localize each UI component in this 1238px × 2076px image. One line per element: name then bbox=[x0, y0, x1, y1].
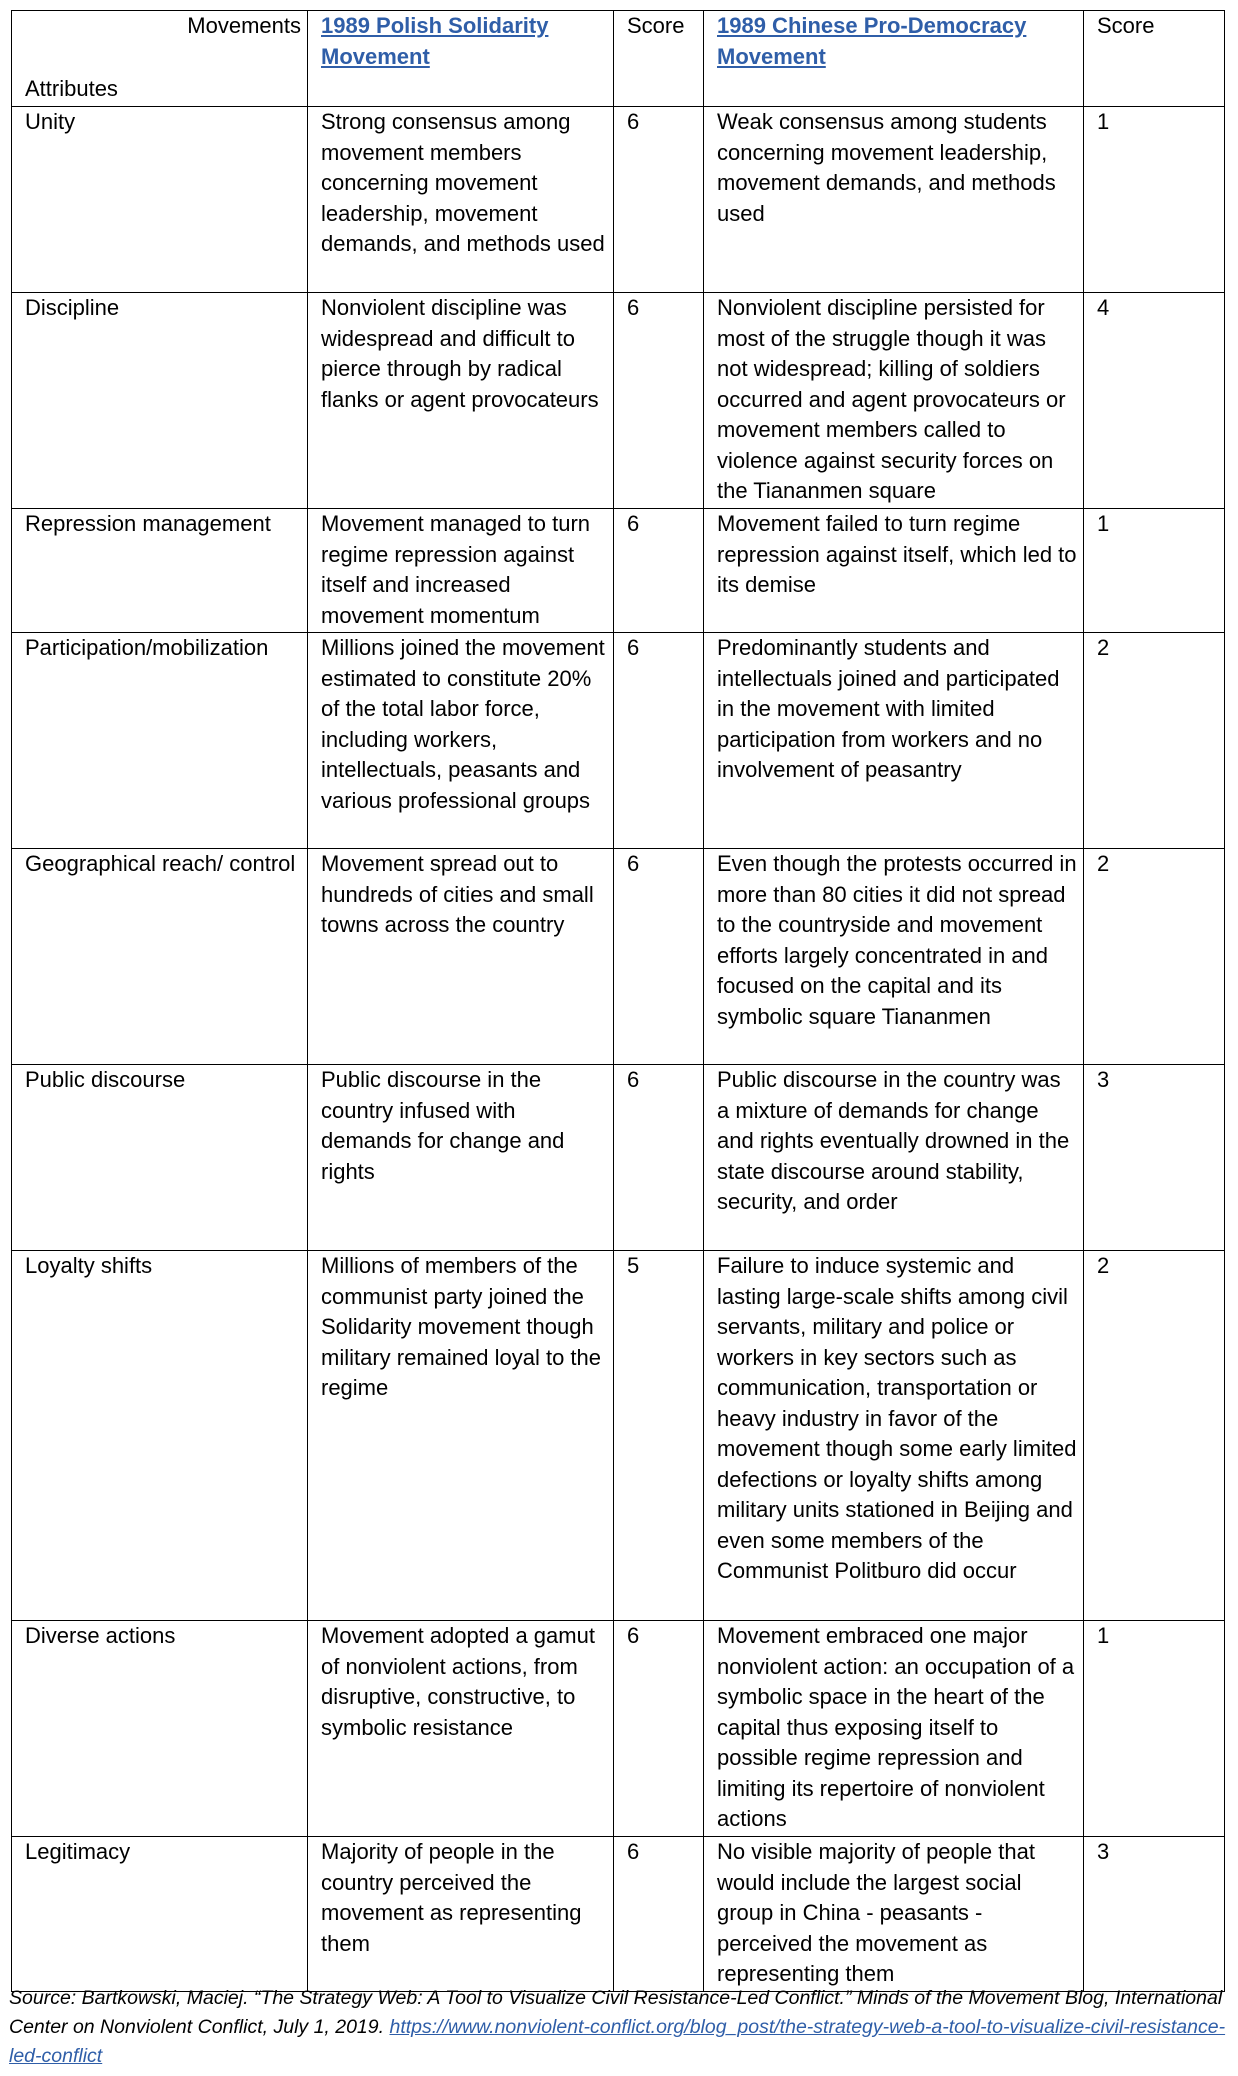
polish-score-cell: 6 bbox=[614, 1837, 704, 1992]
source-citation bbox=[9, 1984, 1231, 2071]
attribute-cell: Loyalty shifts bbox=[12, 1251, 308, 1621]
attributes-label: Attributes bbox=[25, 75, 118, 101]
polish-score-cell: 6 bbox=[614, 1065, 704, 1251]
chinese-score-cell: 2 bbox=[1084, 1251, 1225, 1621]
table-row bbox=[12, 107, 1225, 293]
table-row bbox=[12, 849, 1225, 1065]
polish-description-cell: Millions of members of the communist party joined the Solidarity movement though military remained loyal to the regime bbox=[308, 1251, 614, 1621]
attribute-cell: Discipline bbox=[12, 293, 308, 509]
header-polish-cell bbox=[308, 11, 614, 107]
table-row bbox=[12, 633, 1225, 849]
chinese-score-cell: 2 bbox=[1084, 849, 1225, 1065]
polish-description-cell: Strong consensus among movement members concerning movement leadership, movement demands, and methods used bbox=[308, 107, 614, 293]
comparison-table bbox=[11, 10, 1225, 1992]
header-score-cell-2 bbox=[1084, 11, 1225, 107]
chinese-score-cell: 4 bbox=[1084, 293, 1225, 509]
source-text: Source: Bartkowski, Maciej. “The Strategy Web: A Tool to Visualize Civil Resistance-Led Conflict.” Minds of the Movement Blog, International Center on Nonviolent Conflict, July 1, 2019. bbox=[9, 1987, 1223, 2038]
score-header-2: Score bbox=[1097, 13, 1155, 38]
attribute-cell: Legitimacy bbox=[12, 1837, 308, 1992]
polish-description-cell: Majority of people in the country perceived the movement as representing them bbox=[308, 1837, 614, 1992]
chinese-description-cell: Public discourse in the country was a mixture of demands for change and rights eventually drowned in the state discourse around stability, security, and order bbox=[704, 1065, 1084, 1251]
chinese-description-cell: Weak consensus among students concerning movement leadership, movement demands, and methods used bbox=[704, 107, 1084, 293]
chinese-score-cell: 1 bbox=[1084, 107, 1225, 293]
header-corner-cell bbox=[12, 11, 308, 107]
attribute-cell: Participation/mobilization bbox=[12, 633, 308, 849]
chinese-description-cell: Even though the protests occurred in more than 80 cities it did not spread to the countryside and movement efforts largely concentrated in and focused on the capital and its symbolic square Tiananmen bbox=[704, 849, 1084, 1065]
chinese-score-cell: 2 bbox=[1084, 633, 1225, 849]
chinese-description-cell: Movement embraced one major nonviolent action: an occupation of a symbolic space in the heart of the capital thus exposing itself to possible regime repression and limiting its repertoire of nonviolent actions bbox=[704, 1621, 1084, 1837]
polish-score-cell: 5 bbox=[614, 1251, 704, 1621]
polish-score-cell: 6 bbox=[614, 633, 704, 849]
polish-score-cell: 6 bbox=[614, 107, 704, 293]
header-score-cell-1 bbox=[614, 11, 704, 107]
polish-description-cell: Millions joined the movement estimated to constitute 20% of the total labor force, including workers, intellectuals, peasants and various professional groups bbox=[308, 633, 614, 849]
polish-score-cell: 6 bbox=[614, 849, 704, 1065]
polish-description-cell: Movement spread out to hundreds of cities and small towns across the country bbox=[308, 849, 614, 1065]
chinese-score-cell: 3 bbox=[1084, 1837, 1225, 1992]
polish-score-cell: 6 bbox=[614, 509, 704, 633]
table-row bbox=[12, 509, 1225, 633]
chinese-description-cell: Failure to induce systemic and lasting large-scale shifts among civil servants, military and police or workers in key sectors such as communication, transportation or heavy industry in favor of the movement though some early limited defections or loyalty shifts among military units stationed in Beijing and even some members of the Communist Politburo did occur bbox=[704, 1251, 1084, 1621]
table-row bbox=[12, 1065, 1225, 1251]
table-row bbox=[12, 1251, 1225, 1621]
polish-score-cell: 6 bbox=[614, 293, 704, 509]
table-row bbox=[12, 1837, 1225, 1992]
chinese-movement-link[interactable]: 1989 Chinese Pro-Democracy Movement bbox=[717, 13, 1027, 69]
header-row bbox=[12, 11, 1225, 107]
chinese-description-cell: Predominantly students and intellectuals joined and participated in the movement with limited participation from workers and no involvement of peasantry bbox=[704, 633, 1084, 849]
chinese-description-cell: No visible majority of people that would include the largest social group in China - peasants - perceived the movement as representing them bbox=[704, 1837, 1084, 1992]
movements-label: Movements bbox=[187, 13, 301, 38]
polish-score-cell: 6 bbox=[614, 1621, 704, 1837]
attribute-cell: Geographical reach/ control bbox=[12, 849, 308, 1065]
polish-description-cell: Movement managed to turn regime repression against itself and increased movement momentum bbox=[308, 509, 614, 633]
header-chinese-cell bbox=[704, 11, 1084, 107]
polish-description-cell: Movement adopted a gamut of nonviolent actions, from disruptive, constructive, to symbolic resistance bbox=[308, 1621, 614, 1837]
attribute-cell: Repression management bbox=[12, 509, 308, 633]
attribute-cell: Public discourse bbox=[12, 1065, 308, 1251]
table-row bbox=[12, 293, 1225, 509]
polish-movement-link[interactable]: 1989 Polish Solidarity Movement bbox=[321, 13, 549, 69]
polish-description-cell: Public discourse in the country infused with demands for change and rights bbox=[308, 1065, 614, 1251]
source-link[interactable]: https://www.nonviolent-conflict.org/blog_post/the-strategy-web-a-tool-to-visualize-civil-resistance-led-conflict bbox=[9, 2016, 1226, 2067]
chinese-description-cell: Nonviolent discipline persisted for most of the struggle though it was not widespread; killing of soldiers occurred and agent provocateurs or movement members called to violence against security forces on the Tiananmen square bbox=[704, 293, 1084, 509]
attribute-cell: Unity bbox=[12, 107, 308, 293]
chinese-score-cell: 1 bbox=[1084, 509, 1225, 633]
chinese-score-cell: 3 bbox=[1084, 1065, 1225, 1251]
table-row bbox=[12, 1621, 1225, 1837]
polish-description-cell: Nonviolent discipline was widespread and difficult to pierce through by radical flanks or agent provocateurs bbox=[308, 293, 614, 509]
attribute-cell: Diverse actions bbox=[12, 1621, 308, 1837]
chinese-score-cell: 1 bbox=[1084, 1621, 1225, 1837]
score-header-1: Score bbox=[627, 13, 685, 38]
chinese-description-cell: Movement failed to turn regime repression against itself, which led to its demise bbox=[704, 509, 1084, 633]
